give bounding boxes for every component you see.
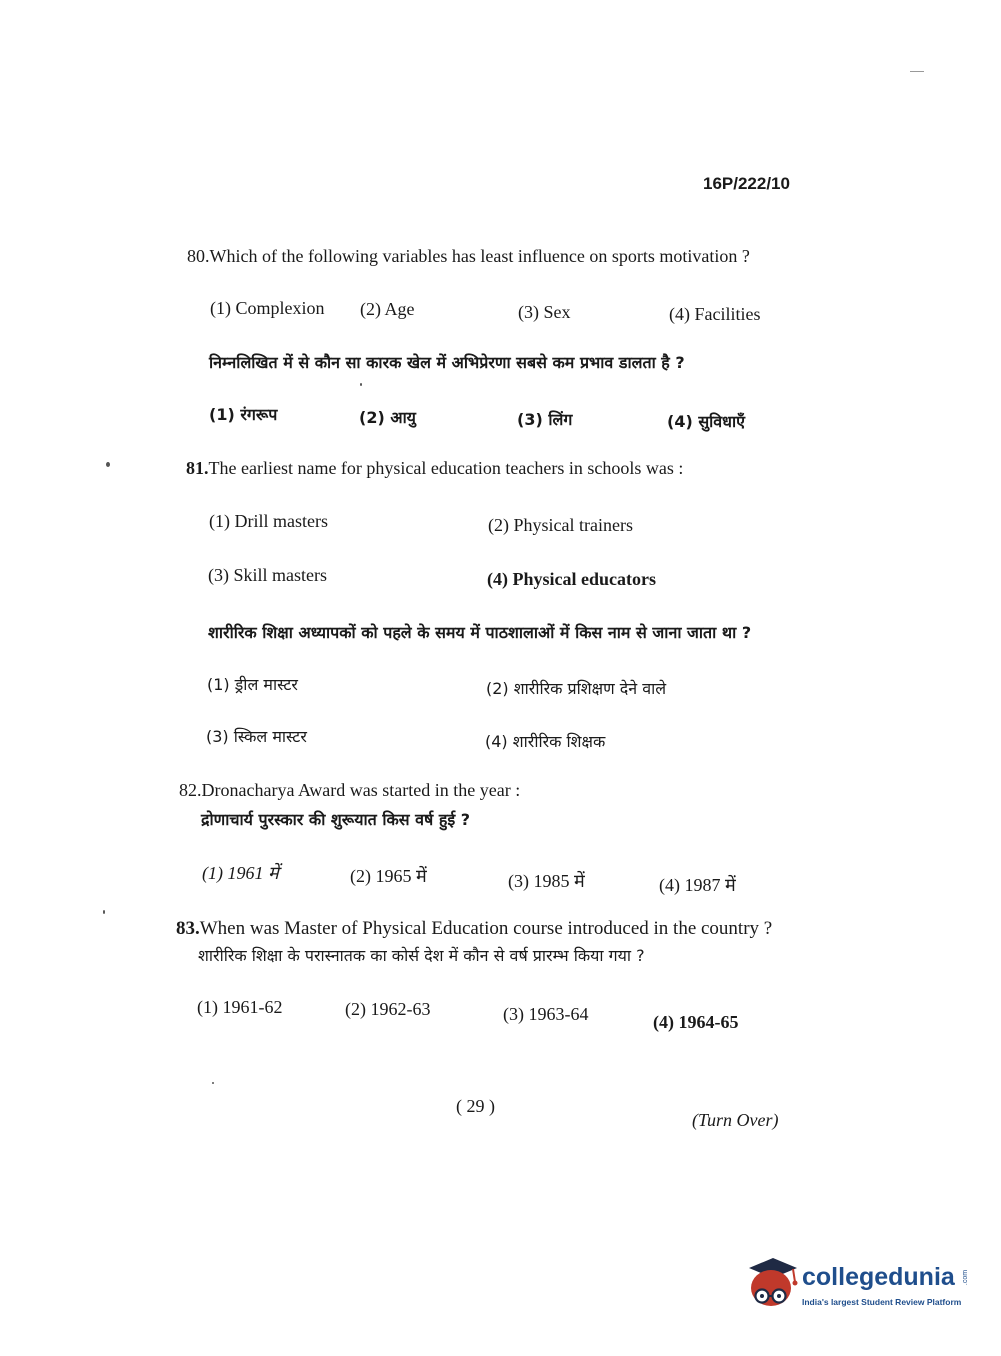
q81-option-3-hi: (3) स्किल मास्टर bbox=[206, 727, 307, 746]
q80-option-4: (4) Facilities bbox=[669, 304, 761, 324]
q81-option-2: (2) Physical trainers bbox=[488, 515, 633, 535]
question-81-hindi: शारीरिक शिक्षा अध्यापकों को पहले के समय में पाठशालाओं में किस नाम से जाना जाता था ? bbox=[208, 623, 752, 642]
q83-option-3: (3) 1963-64 bbox=[503, 1004, 589, 1024]
question-number: 82. bbox=[179, 780, 202, 800]
logo-wordmark: collegedunia bbox=[802, 1263, 955, 1291]
q80-option-3: (3) Sex bbox=[518, 302, 571, 322]
page-number: ( 29 ) bbox=[456, 1096, 495, 1116]
q82-option-4: (4) 1987 में bbox=[659, 875, 736, 895]
q80-option-4-hi: (4) सुविधाएँ bbox=[667, 412, 746, 431]
logo-mascot-icon bbox=[743, 1252, 801, 1312]
turn-over-label: (Turn Over) bbox=[692, 1110, 779, 1130]
q80-option-3-hi: (3) लिंग bbox=[517, 410, 573, 429]
scan-speck bbox=[106, 462, 110, 467]
question-number: 83. bbox=[176, 918, 200, 939]
q81-option-2-hi: (2) शारीरिक प्रशिक्षण देने वाले bbox=[486, 679, 667, 698]
scan-speck bbox=[103, 910, 105, 914]
logo-tagline: India's largest Student Review Platform bbox=[802, 1297, 962, 1307]
logo-suffix: .com bbox=[962, 1269, 970, 1286]
scan-speck bbox=[212, 1082, 214, 1084]
q83-option-4: (4) 1964-65 bbox=[653, 1012, 739, 1032]
q82-option-3: (3) 1985 में bbox=[508, 871, 585, 891]
q80-option-1-hi: (1) रंगरूप bbox=[209, 405, 278, 424]
q83-option-1: (1) 1961-62 bbox=[197, 997, 283, 1017]
q80-option-2: (2) Age bbox=[360, 299, 415, 319]
q82-option-1: (1) 1961 में bbox=[202, 863, 279, 883]
question-80-hindi: निम्नलिखित में से कौन सा कारक खेल में अभिप्रेरणा सबसे कम प्रभाव डालता है ? bbox=[209, 353, 685, 372]
q81-option-4: (4) Physical educators bbox=[487, 569, 656, 589]
question-text-en: Which of the following variables has least influence on sports motivation ? bbox=[209, 246, 750, 266]
question-number: 80. bbox=[187, 246, 210, 266]
question-82-hindi: द्रोणाचार्य पुरस्कार की शुरूयात किस वर्ष हुई ? bbox=[201, 810, 471, 829]
question-83 bbox=[176, 918, 772, 940]
question-text-en: Dronacharya Award was started in the year : bbox=[201, 780, 521, 800]
q80-option-1: (1) Complexion bbox=[210, 298, 325, 318]
q83-option-2: (2) 1962-63 bbox=[345, 999, 431, 1019]
question-text-en: The earliest name for physical education teachers in schools was : bbox=[208, 458, 684, 478]
q81-option-3: (3) Skill masters bbox=[208, 565, 327, 585]
q81-option-4-hi: (4) शारीरिक शिक्षक bbox=[485, 732, 606, 751]
paper-code: 16P/222/10 bbox=[703, 174, 790, 193]
question-82 bbox=[179, 780, 520, 801]
scan-speck bbox=[360, 383, 362, 386]
collegedunia-logo bbox=[743, 1252, 973, 1314]
q81-option-1-hi: (1) ड्रील मास्टर bbox=[207, 675, 298, 694]
question-number: 81. bbox=[186, 458, 209, 478]
q81-option-1: (1) Drill masters bbox=[209, 511, 328, 531]
question-81 bbox=[186, 458, 683, 479]
q82-option-2: (2) 1965 में bbox=[350, 866, 427, 886]
question-text-en: When was Master of Physical Education course introduced in the country ? bbox=[199, 918, 773, 939]
scan-mark bbox=[910, 71, 924, 72]
q80-option-2-hi: (2) आयु bbox=[359, 408, 416, 427]
question-83-hindi: शारीरिक शिक्षा के परास्नातक का कोर्स देश में कौन से वर्ष प्रारम्भ किया गया ? bbox=[198, 946, 645, 965]
question-80 bbox=[187, 246, 750, 267]
